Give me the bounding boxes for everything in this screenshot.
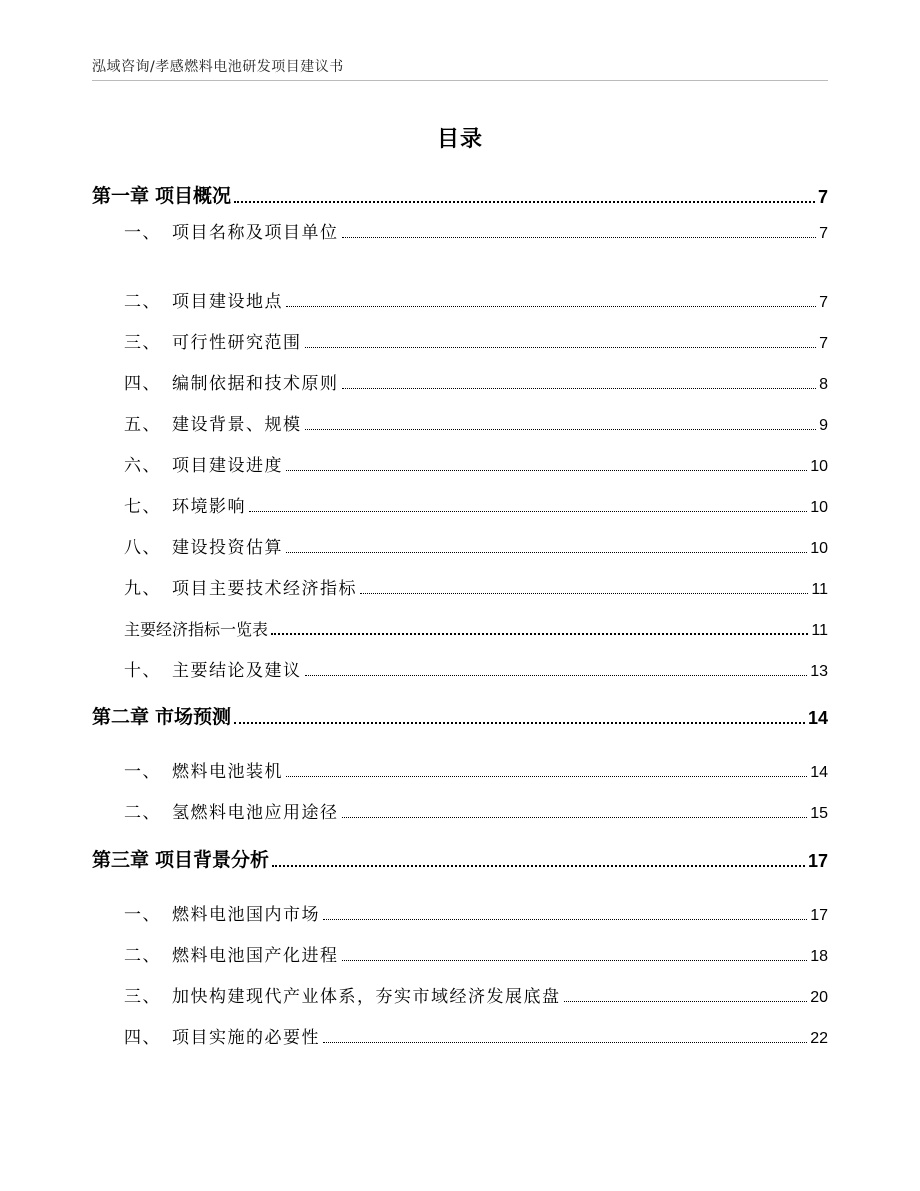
- toc-entry-number: 第三章: [92, 849, 150, 871]
- toc-leader-dots: [286, 305, 816, 307]
- toc-entry-label: 建设背景、规模: [172, 415, 302, 435]
- toc-entry[interactable]: [92, 899, 828, 925]
- toc-entry-page: 7: [817, 187, 828, 207]
- header-divider: [92, 80, 828, 81]
- toc-leader-dots: [564, 1000, 808, 1002]
- toc-entry-label: 项目建设进度: [172, 456, 283, 476]
- toc-entry-number: 第一章: [92, 185, 150, 207]
- toc-entry-page: 11: [811, 622, 828, 639]
- toc-entry-page: 17: [810, 907, 828, 924]
- toc-entry[interactable]: [92, 940, 828, 966]
- toc-entry[interactable]: [92, 655, 828, 681]
- toc-entry-number: 三、: [124, 987, 161, 1007]
- toc-leader-dots: [234, 200, 815, 203]
- toc-leader-dots: [342, 959, 808, 961]
- toc-entry-page: 20: [810, 989, 828, 1006]
- toc-entry[interactable]: [92, 797, 828, 823]
- toc-entry-label: 建设投资估算: [172, 538, 283, 558]
- toc-entry-page: 8: [819, 376, 828, 393]
- toc-entry-label: 编制依据和技术原则: [172, 374, 339, 394]
- toc-entry-number: 二、: [124, 292, 161, 312]
- toc-entry-number: 十、: [124, 661, 161, 681]
- toc-entry[interactable]: [92, 846, 828, 872]
- toc-entry[interactable]: [92, 182, 828, 208]
- toc-leader-dots: [342, 387, 817, 389]
- toc-entry-label: 项目实施的必要性: [172, 1028, 320, 1048]
- toc-leader-dots: [360, 592, 808, 594]
- toc-entry-page: 7: [819, 335, 828, 352]
- toc-entry[interactable]: [92, 573, 828, 599]
- toc-entry-page: 13: [810, 663, 828, 680]
- toc-entry-label: 燃料电池装机: [172, 762, 283, 782]
- toc-leader-dots: [305, 428, 817, 430]
- toc-title: 目录: [436, 127, 483, 152]
- toc-entry-page: 18: [810, 948, 828, 965]
- toc-leader-dots: [305, 346, 817, 348]
- toc-entry[interactable]: [92, 981, 828, 1007]
- toc-entry-page: 15: [810, 805, 828, 822]
- toc-leader-dots: [342, 816, 808, 818]
- toc-entry-page: 7: [819, 294, 828, 311]
- toc-entry-number: 二、: [124, 946, 161, 966]
- toc-entry-label: 项目背景分析: [155, 849, 270, 871]
- toc-entry-page: 11: [811, 581, 828, 598]
- toc-entry-page: 17: [807, 851, 828, 871]
- toc-entry-label: 氢燃料电池应用途径: [172, 803, 339, 823]
- toc-entry-page: 10: [810, 458, 828, 475]
- toc-entry[interactable]: [92, 532, 828, 558]
- toc-entry[interactable]: [92, 1022, 828, 1048]
- toc-entry-page: 14: [810, 764, 828, 781]
- toc-entry-label: 燃料电池国产化进程: [172, 946, 339, 966]
- toc-entry-label: 主要结论及建议: [172, 661, 302, 681]
- toc-entry-number: 六、: [124, 456, 161, 476]
- toc-entry-label: 环境影响: [172, 497, 246, 517]
- toc-entry-label: 可行性研究范围: [172, 333, 302, 353]
- toc-entry-page: 7: [819, 225, 828, 242]
- toc-entry-page: 10: [810, 499, 828, 516]
- toc-entry-number: 七、: [124, 497, 161, 517]
- toc-entry[interactable]: [92, 217, 828, 243]
- toc-leader-dots: [305, 674, 808, 676]
- toc-leader-dots: [234, 721, 805, 724]
- toc-entry[interactable]: [92, 368, 828, 394]
- toc-entry-number: 四、: [124, 374, 161, 394]
- toc-leader-dots: [323, 918, 807, 920]
- toc-entry[interactable]: [92, 491, 828, 517]
- toc-entry-page: 9: [819, 417, 828, 434]
- running-header: 泓域咨询/孝感燃料电池研发项目建议书: [92, 59, 344, 75]
- toc-leader-dots: [272, 864, 805, 867]
- toc-entry[interactable]: [92, 327, 828, 353]
- toc-entry-label: 项目主要技术经济指标: [172, 579, 357, 599]
- toc-entry-label: 主要经济指标一览表: [124, 620, 269, 639]
- toc-entry-number: 五、: [124, 415, 161, 435]
- toc-leader-dots: [323, 1041, 807, 1043]
- toc-entry-number: 一、: [124, 762, 161, 782]
- toc-entry[interactable]: [92, 756, 828, 782]
- toc-entry-number: 一、: [124, 223, 161, 243]
- toc-entry-number: 四、: [124, 1028, 161, 1048]
- toc-entry-number: 一、: [124, 905, 161, 925]
- toc-leader-dots: [249, 510, 807, 512]
- toc-entry-number: 九、: [124, 579, 161, 599]
- toc-leader-dots: [286, 775, 807, 777]
- toc-entry[interactable]: [92, 614, 828, 640]
- toc-entry-number: 二、: [124, 803, 161, 823]
- toc-entry-page: 14: [807, 708, 828, 728]
- toc-leader-dots: [286, 551, 807, 553]
- toc-entry-number: 八、: [124, 538, 161, 558]
- toc-entry-label: 项目建设地点: [172, 292, 283, 312]
- toc-leader-dots: [342, 236, 817, 238]
- toc-entry[interactable]: [92, 286, 828, 312]
- toc-leader-dots: [286, 469, 807, 471]
- toc-entry[interactable]: [92, 703, 828, 729]
- toc-entry-page: 10: [810, 540, 828, 557]
- toc-entry-label: 项目名称及项目单位: [172, 223, 339, 243]
- toc-entry-label: 加快构建现代产业体系，夯实市域经济发展底盘: [172, 987, 561, 1007]
- toc-entry-page: 22: [810, 1030, 828, 1047]
- toc-entry-label: 项目概况: [155, 185, 232, 207]
- toc-entry-number: 第二章: [92, 706, 150, 728]
- toc-entry-label: 燃料电池国内市场: [172, 905, 320, 925]
- toc-entry-number: 三、: [124, 333, 161, 353]
- toc-entry[interactable]: [92, 450, 828, 476]
- toc-leader-dots: [271, 632, 808, 635]
- toc-entry[interactable]: [92, 409, 828, 435]
- toc-entry-label: 市场预测: [155, 706, 232, 728]
